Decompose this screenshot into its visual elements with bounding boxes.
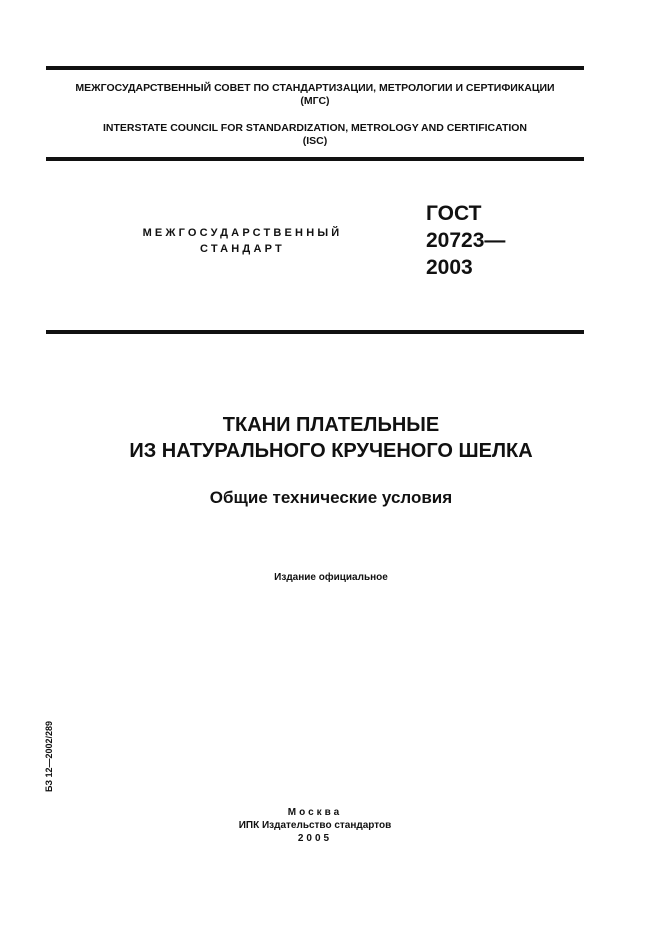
- header-bottom-rule: [46, 157, 584, 161]
- council-header-en: [46, 122, 584, 148]
- council-en-abbr: (ISC): [302, 135, 328, 147]
- imprint-year: 2005: [297, 833, 333, 844]
- designation-number: 20723—: [426, 229, 506, 252]
- title-line1: ТКАНИ ПЛАТЕЛЬНЫЕ: [222, 414, 440, 436]
- council-en-name: INTERSTATE COUNCIL FOR STANDARDIZATION, METROLOGY AND CERTIFICATION: [102, 122, 528, 134]
- top-rule: [46, 66, 584, 70]
- document-title: [46, 412, 616, 464]
- side-code: БЗ 12—2002/289: [44, 720, 54, 792]
- council-header: [46, 82, 584, 108]
- imprint-city: Москва: [287, 807, 343, 818]
- designation-rule: [46, 330, 584, 334]
- council-ru-name: МЕЖГОСУДАРСТВЕННЫЙ СОВЕТ ПО СТАНДАРТИЗАЦИИ, МЕТРОЛОГИИ И СЕРТИФИКАЦИИ: [75, 82, 555, 94]
- standard-designation: [426, 200, 505, 281]
- standard-type: [110, 225, 375, 257]
- council-ru-abbr: (МГС): [300, 95, 330, 107]
- title-line2: ИЗ НАТУРАЛЬНОГО КРУЧЕНОГО ШЕЛКА: [129, 440, 533, 462]
- designation-prefix: ГОСТ: [426, 202, 482, 225]
- imprint: [46, 806, 584, 845]
- document-subtitle: Общие технические условия: [209, 488, 453, 507]
- standard-type-line1: МЕЖГОСУДАРСТВЕННЫЙ: [142, 227, 343, 239]
- designation-year: 2003: [426, 256, 473, 279]
- standard-type-line2: СТАНДАРТ: [200, 243, 285, 255]
- imprint-publisher: ИПК Издательство стандартов: [238, 820, 392, 831]
- edition-label: Издание официальное: [274, 572, 388, 583]
